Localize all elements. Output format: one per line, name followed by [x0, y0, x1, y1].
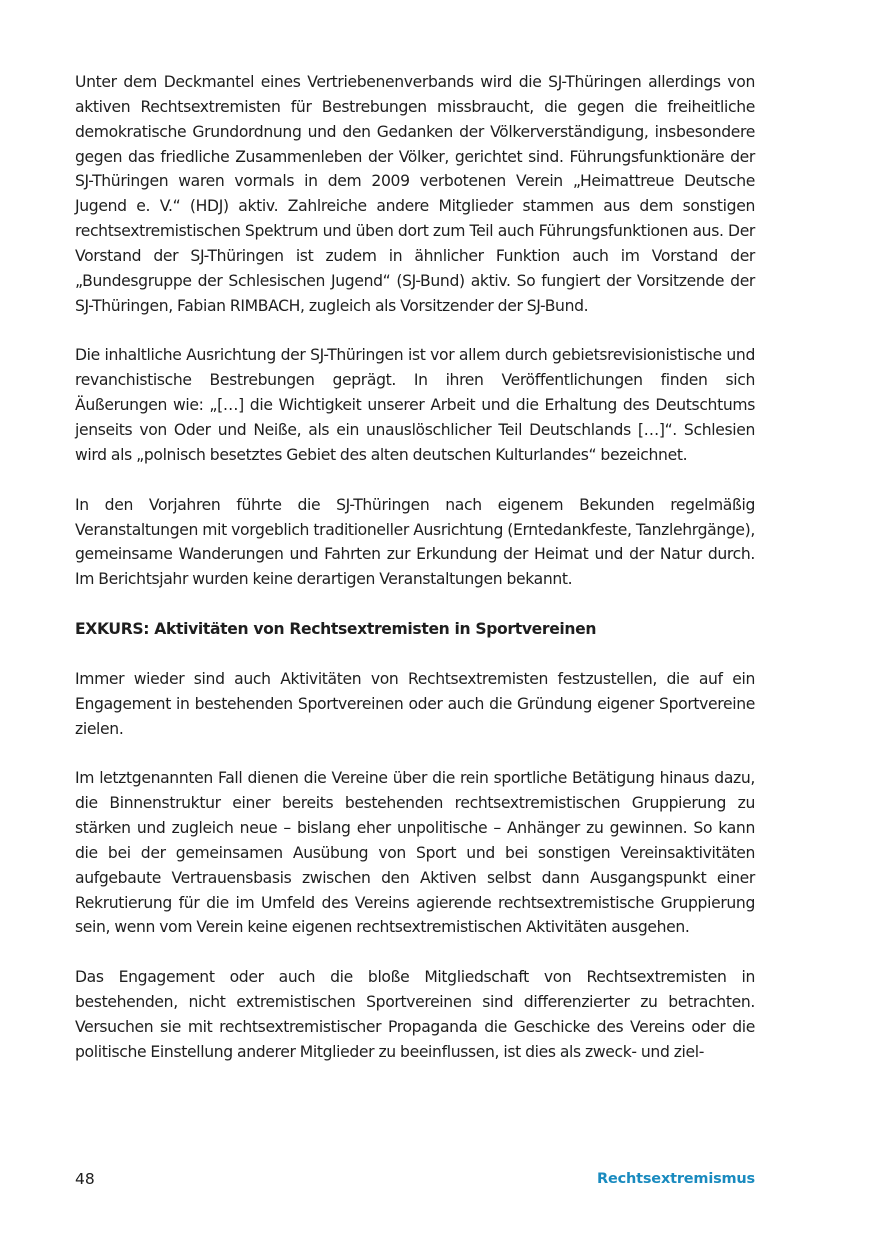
page-footer — [75, 1168, 755, 1190]
paragraph-previous-events: In den Vorjahren führte die SJ-Thüringen nach eigenem Bekunden regelmäßig Veranstaltungen mit vorgeblich traditioneller Ausrichtung (Erntedankfeste, Tanzlehrgänge), gemeinsame Wanderungen und Fahrten zur Erkundung der Heimat und der Natur durch. Im Berichtsjahr wurden keine derartigen Veranstaltungen bekannt. — [75, 495, 755, 589]
page-body — [75, 70, 755, 1090]
running-title: Rechtsextremismus — [597, 1171, 755, 1187]
paragraph-content-orientation: Die inhaltliche Ausrichtung der SJ-Thüringen ist vor allem durch gebietsrevisionistische und revanchistische Bestrebungen geprägt. In ihren Veröffentlichungen finden sich Äußerungen wie: „[…] die Wichtigkeit unserer Arbeit und die Erhaltung des Deutschtums jenseits von Oder und Neiße, als ein unauslöschlicher Teil Deutschlands […]“. Schlesien wird als „polnisch besetztes Gebiet des alten deutschen Kulturlandes“ bezeichnet. — [75, 346, 755, 464]
paragraph-existing-clubs: Das Engagement oder auch die bloße Mitgliedschaft von Rechtsextremisten in bestehenden, nicht extremistischen Sportvereinen sind differenzierter zu betrachten. Versuchen sie mit rechtsextremistischer Propaganda die Geschicke des Vereins oder die politische Einstellung anderer Mitglieder zu beeinflussen, ist dies als zweck- und ziel- — [75, 968, 755, 1061]
paragraph-sj-thueringen-misuse: Unter dem Deckmantel eines Vertriebenenverbands wird die SJ-Thüringen allerdings von aktiven Rechtsextremisten für Bestrebungen missbraucht, die gegen die freiheitliche demokratische Grundordnung und den Gedanken der Völkerverständigung, insbesondere gegen das friedliche Zusammenleben der Völker, gerichtet sind. Führungsfunktionäre der SJ-Thüringen waren vormals in dem 2009 verbotenen Verein „Heimattreue Deutsche Jugend e. V.“ (HDJ) aktiv. Zahlreiche andere Mitglieder stammen aus dem sonstigen rechtsextremistischen Spektrum und üben dort zum Teil auch Führungsfunktionen aus. Der Vorstand der SJ-Thüringen ist zudem in ähnlicher Funktion auch im Vorstand der „Bundesgruppe der Schlesischen Jugend“ (SJ-Bund) aktiv. So fungiert der Vorsitzende der SJ-Thüringen, Fabian RIMBACH, zugleich als Vorsitzender der SJ-Bund. — [75, 73, 755, 315]
page-number: 48 — [75, 1170, 95, 1188]
paragraph-sports-activities: Immer wieder sind auch Aktivitäten von Rechtsextremisten festzustellen, die auf ein Engagement in bestehenden Sportvereinen oder auch die Gründung eigener Sportvereine zielen. — [75, 669, 755, 738]
paragraph-own-clubs: Im letztgenannten Fall dienen die Vereine über die rein sportliche Betätigung hinaus dazu, die Binnenstruktur einer bereits bestehenden rechtsextremistischen Gruppierung zu stärken und zugleich neue – bislang eher unpolitische – Anhänger zu gewinnen. So kann die bei der gemeinsamen Ausübung von Sport und bei sonstigen Vereinsaktivitäten aufgebaute Vertrauensbasis zwischen den Aktiven selbst dann Ausgangspunkt einer Rekrutierung für die im Umfeld des Vereins agierende rechtsextremistische Gruppierung sein, wenn vom Verein keine eigenen rechtsextremistischen Aktivitäten ausgehen. — [75, 769, 755, 937]
section-heading: EXKURS: Aktivitäten von Rechtsextremisten in Sportvereinen — [75, 620, 597, 639]
